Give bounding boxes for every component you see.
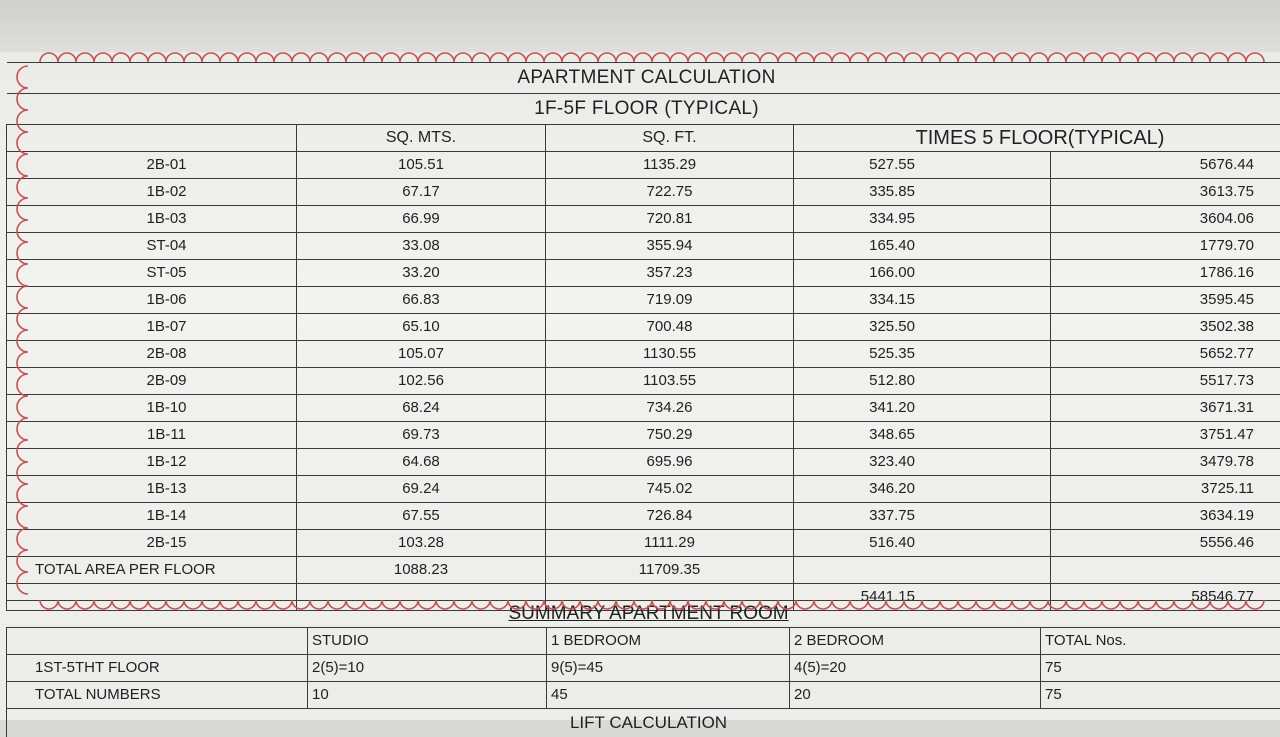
unit-cell: 1B-13 (7, 476, 297, 503)
one-bedroom-header: 1 BEDROOM (547, 628, 790, 655)
unit-cell: ST-04 (7, 233, 297, 260)
times-sqft-cell: 3613.75 (1051, 179, 1280, 206)
table-row (7, 341, 1280, 368)
times-sqm-cell: 334.95 (794, 206, 1051, 233)
table-body (7, 152, 1280, 557)
times-sqm-cell: 335.85 (794, 179, 1051, 206)
sqm-cell: 66.83 (297, 287, 546, 314)
unit-header (7, 125, 297, 152)
unit-cell: 1B-03 (7, 206, 297, 233)
sqft-cell: 720.81 (546, 206, 794, 233)
table-row (7, 260, 1280, 287)
summary-cell: 75 (1041, 682, 1280, 709)
summary-row (7, 682, 1280, 709)
table-row (7, 233, 1280, 260)
times-sqft-cell: 1779.70 (1051, 233, 1280, 260)
times-sqft-cell: 5517.73 (1051, 368, 1280, 395)
studio-header: STUDIO (308, 628, 547, 655)
sqft-cell: 1103.55 (546, 368, 794, 395)
summary-cell: 75 (1041, 655, 1280, 682)
sqm-cell: 33.20 (297, 260, 546, 287)
table-row (7, 179, 1280, 206)
sqft-cell: 719.09 (546, 287, 794, 314)
total-times-sqm: 5441.15 (794, 584, 1051, 611)
paper-edge (0, 0, 1280, 52)
table-row (7, 152, 1280, 179)
times-sqm-cell: 323.40 (794, 449, 1051, 476)
sqft-cell: 750.29 (546, 422, 794, 449)
table-row (7, 206, 1280, 233)
times-sqft-cell: 3595.45 (1051, 287, 1280, 314)
summary-header-row (7, 628, 1280, 655)
summary-cell: 2(5)=10 (308, 655, 547, 682)
table-row (7, 422, 1280, 449)
next-section-title: LIFT CALCULATION (7, 709, 1280, 737)
times-sqm-cell: 516.40 (794, 530, 1051, 557)
summary-cell: 10 (308, 682, 547, 709)
times-sqft-cell: 5556.46 (1051, 530, 1280, 557)
unit-cell: 1B-10 (7, 395, 297, 422)
times-sqm-cell: 341.20 (794, 395, 1051, 422)
sqm-cell: 102.56 (297, 368, 546, 395)
sqft-cell: 726.84 (546, 503, 794, 530)
sqm-cell: 67.55 (297, 503, 546, 530)
summary-cell: 45 (547, 682, 790, 709)
summary-title: SUMMARY APARTMENT ROOM (7, 601, 1280, 628)
unit-cell: 2B-15 (7, 530, 297, 557)
summary-row-label: TOTAL NUMBERS (7, 682, 308, 709)
sqm-cell: 65.10 (297, 314, 546, 341)
times-sqm-cell: 527.55 (794, 152, 1051, 179)
total-blank-b (1051, 557, 1280, 584)
times-sqft-cell: 3604.06 (1051, 206, 1280, 233)
table-row (7, 476, 1280, 503)
times-sqft-cell: 3725.11 (1051, 476, 1280, 503)
sqm-header: SQ. MTS. (297, 125, 546, 152)
unit-cell: 1B-14 (7, 503, 297, 530)
sqft-cell: 745.02 (546, 476, 794, 503)
sqft-cell: 722.75 (546, 179, 794, 206)
summary-row (7, 655, 1280, 682)
times-sqft-cell: 5676.44 (1051, 152, 1280, 179)
sqft-cell: 355.94 (546, 233, 794, 260)
sqft-cell: 1111.29 (546, 530, 794, 557)
sqft-cell: 734.26 (546, 395, 794, 422)
total-row (7, 557, 1280, 584)
total-nos-header: TOTAL Nos. (1041, 628, 1280, 655)
times-sqm-cell: 337.75 (794, 503, 1051, 530)
times-sqft-cell: 3751.47 (1051, 422, 1280, 449)
summary-row-label: 1ST-5THT FLOOR (7, 655, 308, 682)
table-title: APARTMENT CALCULATION (7, 63, 1280, 94)
sqft-cell: 1135.29 (546, 152, 794, 179)
unit-cell: 1B-06 (7, 287, 297, 314)
summary-cell: 20 (790, 682, 1041, 709)
unit-cell: 1B-07 (7, 314, 297, 341)
times-sqm-cell: 165.40 (794, 233, 1051, 260)
apartment-table (6, 62, 1280, 611)
summary-table (6, 600, 1280, 737)
times-sqm-cell: 325.50 (794, 314, 1051, 341)
times-sqft-cell: 3671.31 (1051, 395, 1280, 422)
unit-cell: 2B-08 (7, 341, 297, 368)
sqm-cell: 66.99 (297, 206, 546, 233)
sqft-header: SQ. FT. (546, 125, 794, 152)
sqm-cell: 69.24 (297, 476, 546, 503)
sqm-cell: 67.17 (297, 179, 546, 206)
times-sqm-cell: 346.20 (794, 476, 1051, 503)
times-sqm-cell: 166.00 (794, 260, 1051, 287)
sqft-cell: 1130.55 (546, 341, 794, 368)
summary-cell: 4(5)=20 (790, 655, 1041, 682)
times-sqm-cell: 334.15 (794, 287, 1051, 314)
total-label: TOTAL AREA PER FLOOR (7, 557, 297, 584)
table-row (7, 503, 1280, 530)
sqm-cell: 105.07 (297, 341, 546, 368)
sqm-cell: 105.51 (297, 152, 546, 179)
sqm-cell: 33.08 (297, 233, 546, 260)
times-sqft-cell: 1786.16 (1051, 260, 1280, 287)
times-sqft-cell: 3479.78 (1051, 449, 1280, 476)
unit-cell: 1B-02 (7, 179, 297, 206)
times-header: TIMES 5 FLOOR(TYPICAL) (794, 125, 1280, 152)
sqm-cell: 64.68 (297, 449, 546, 476)
times-sqft-cell: 5652.77 (1051, 341, 1280, 368)
table-row (7, 395, 1280, 422)
times-sqm-cell: 512.80 (794, 368, 1051, 395)
times-sqft-cell: 3502.38 (1051, 314, 1280, 341)
sqft-cell: 695.96 (546, 449, 794, 476)
two-bedroom-header: 2 BEDROOM (790, 628, 1041, 655)
unit-cell: 2B-01 (7, 152, 297, 179)
table-row (7, 368, 1280, 395)
summary-corner (7, 628, 308, 655)
times-sqm-cell: 348.65 (794, 422, 1051, 449)
sqm-cell: 68.24 (297, 395, 546, 422)
sqft-cell: 357.23 (546, 260, 794, 287)
summary-cell: 9(5)=45 (547, 655, 790, 682)
table-row (7, 314, 1280, 341)
times-sqft-cell: 3634.19 (1051, 503, 1280, 530)
total-sqft: 11709.35 (546, 557, 794, 584)
sqft-cell: 700.48 (546, 314, 794, 341)
total-sqm: 1088.23 (297, 557, 546, 584)
table-row (7, 287, 1280, 314)
total-blank-a (794, 557, 1051, 584)
unit-cell: 1B-11 (7, 422, 297, 449)
table-subtitle: 1F-5F FLOOR (TYPICAL) (7, 94, 1280, 125)
table-row (7, 530, 1280, 557)
unit-cell: 1B-12 (7, 449, 297, 476)
sqm-cell: 69.73 (297, 422, 546, 449)
times-sqm-cell: 525.35 (794, 341, 1051, 368)
unit-cell: 2B-09 (7, 368, 297, 395)
total-times-sqft: 58546.77 (1051, 584, 1280, 611)
sqm-cell: 103.28 (297, 530, 546, 557)
unit-cell: ST-05 (7, 260, 297, 287)
table-row (7, 449, 1280, 476)
